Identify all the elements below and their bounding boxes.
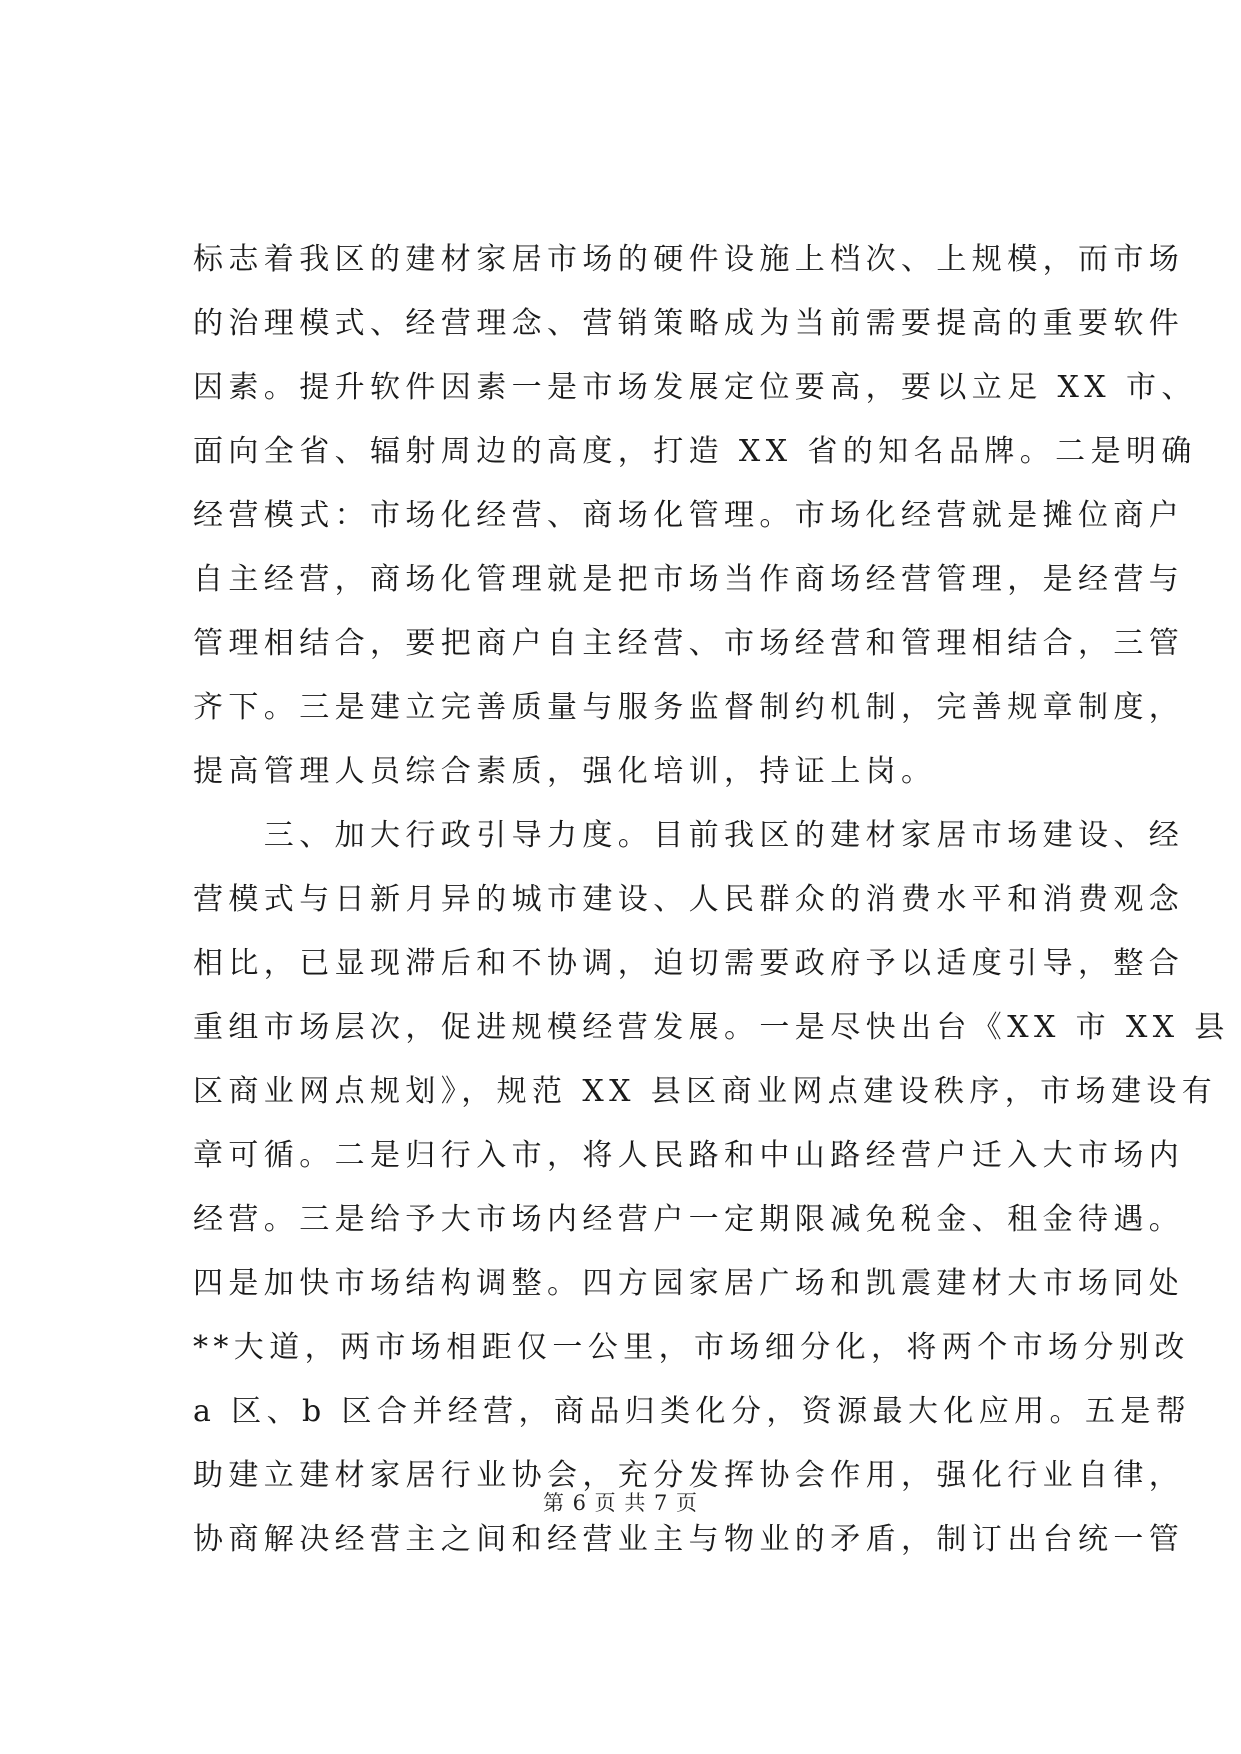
text-line: 相比，已显现滞后和不协调，迫切需要政府予以适度引导，整合: [193, 946, 1185, 981]
section-heading-line: 三、加大行政引导力度。目前我区的建材家居市场建设、经: [193, 818, 1185, 853]
text-line: 经营模式：市场化经营、商场化管理。市场化经营就是摊位商户: [193, 498, 1185, 533]
text-line: 管理相结合，要把商户自主经营、市场经营和管理相结合，三管: [193, 626, 1185, 661]
text-line: 齐下。三是建立完善质量与服务监督制约机制，完善规章制度，: [193, 690, 1185, 725]
text-line: 重组市场层次，促进规模经营发展。一是尽快出台《XX 市 XX 县: [193, 1010, 1230, 1045]
text-line: 协商解决经营主之间和经营业主与物业的矛盾，制订出台统一管: [193, 1522, 1185, 1557]
text-line: 四是加快市场结构调整。四方园家居广场和凯震建材大市场同处: [193, 1266, 1185, 1301]
text-line: 提高管理人员综合素质，强化培训，持证上岗。: [193, 754, 937, 789]
text-line: 章可循。二是归行入市，将人民路和中山路经营户迁入大市场内: [193, 1138, 1185, 1173]
body-text: [193, 228, 1230, 1572]
text-line: **大道，两市场相距仅一公里，市场细分化，将两个市场分别改: [193, 1330, 1190, 1365]
text-line: 的治理模式、经营理念、营销策略成为当前需要提高的重要软件: [193, 306, 1185, 341]
text-line: 助建立建材家居行业协会，充分发挥协会作用，强化行业自律，: [193, 1458, 1185, 1493]
text-line: 标志着我区的建材家居市场的硬件设施上档次、上规模，而市场: [193, 242, 1185, 277]
text-line: 因素。提升软件因素一是市场发展定位要高，要以立足 XX 市、: [193, 370, 1197, 405]
page-number-footer: 第 6 页 共 7 页: [542, 1491, 699, 1515]
text-line: 自主经营，商场化管理就是把市场当作商场经营管理，是经营与: [193, 562, 1185, 597]
text-line: 区商业网点规划》，规范 XX 县区商业网点建设秩序，市场建设有: [193, 1074, 1218, 1109]
text-line: 营模式与日新月异的城市建设、人民群众的消费水平和消费观念: [193, 882, 1185, 917]
text-line: a 区、b 区合并经营，商品归类化分，资源最大化应用。五是帮: [193, 1394, 1192, 1429]
text-line: 经营。三是给予大市场内经营户一定期限减免税金、租金待遇。: [193, 1202, 1185, 1237]
text-line: 面向全省、辐射周边的高度，打造 XX 省的知名品牌。二是明确: [193, 434, 1197, 469]
